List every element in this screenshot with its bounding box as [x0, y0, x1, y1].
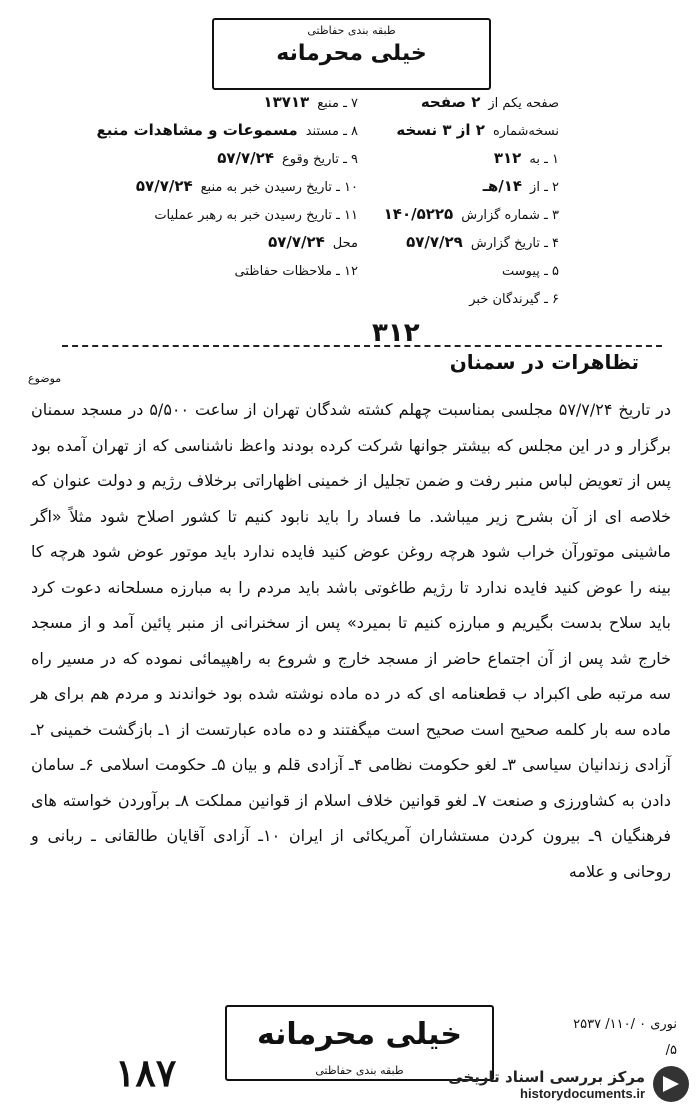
subject-title: تظاهرات در سمنان — [449, 350, 639, 374]
classification-level: خیلی محرمانه — [276, 41, 427, 66]
handwritten-page-number: ۱۸۷ — [115, 1050, 177, 1095]
header-field: ۷ ـ منبع۱۳۷۱۳ — [263, 93, 358, 111]
footer-line: ۵/ — [665, 1043, 677, 1058]
header-field: ۵ ـ پیوست — [502, 264, 559, 279]
classification-caption: طبقه بندی حفاظتی — [315, 1064, 404, 1077]
watermark-url: historydocuments.ir — [520, 1085, 645, 1101]
header-fields-left — [28, 88, 358, 284]
header-field: ۱۰ ـ تاریخ رسیدن خبر به منبع۵۷/۷/۲۴ — [135, 177, 358, 195]
subject-label: موضوع — [28, 372, 62, 385]
header-field: ۸ ـ مستندمسموعات و مشاهدات منبع — [96, 121, 358, 139]
header-field: ۲ ـ از۱۴/هـ — [482, 177, 559, 195]
header-field: صفحه یکم از۲ صفحه — [420, 93, 559, 111]
classification-caption: طبقه بندی حفاظتی — [307, 24, 396, 37]
report-body — [31, 392, 671, 889]
header-field: ۶ ـ گیرندگان خبر — [469, 292, 559, 307]
classification-stamp-top — [212, 18, 491, 90]
header-field: ۳ ـ شماره گزارش۱۴۰/۵۲۲۵ — [383, 205, 559, 223]
divider-line — [62, 345, 662, 347]
watermark-name: مرکز بررسی اسناد تاریخی — [448, 1067, 645, 1086]
archive-logo-icon — [651, 1064, 691, 1104]
header-field: محل۵۷/۷/۲۴ — [268, 233, 358, 251]
classification-level: خیلی محرمانه — [256, 1017, 463, 1052]
header-field: ۱ ـ به۳۱۲ — [493, 149, 559, 167]
header-field: نسخه‌شماره۲ از ۳ نسخه — [396, 121, 559, 139]
header-field: ۱۱ ـ تاریخ رسیدن خبر به رهبر عملیات — [154, 208, 358, 223]
footer-line: نوری ۰ /۱۱۰/ ۲۵۳۷ — [573, 1017, 677, 1032]
header-field: ۴ ـ تاریخ گزارش۵۷/۷/۲۹ — [406, 233, 559, 251]
header-field: ۹ ـ تاریخ وقوع۵۷/۷/۲۴ — [217, 149, 358, 167]
footer-notes — [487, 1012, 677, 1064]
header-field: ۱۲ ـ ملاحظات حفاظتی — [234, 264, 358, 279]
handwritten-number: ۳۱۲ — [372, 318, 420, 348]
report-body-text: در تاریخ ۵۷/۷/۲۴ مجلسی بمناسبت چهلم کشته شدگان تهران از ساعت ۵/۵۰۰ در مسجد سمنان برگزار و در این مجلس که بیشتر جوانها شرکت کرده بودند واعظ ناشناسی که از تهران آمده بود پس از تعویض لباس منبر رفت و ضمن تجلیل از خمینی اظهاراتی برخلاف رژیم و دولت عنوان که خلاصه ای از آن بشرح زیر میباشد. ما فساد را باید نابود کنیم تا کشور اصلاح شود مثلاً «اگر ماشینی موتورآن خراب شود هرچه روغن عوض کنید فایده ندارد باید موتور عوض شود هرچه کا بینه را عوض کنید فایده ندارد تا رژیم طاغوتی باشد باید مردم را به مبارزه مسلحانه دعوت کرد باید سلاح بدست بگیریم و مبارزه کنیم تا بمیرد» پس از سخنرانی از منبر پائین آمد و از مسجد خارج شد پس از آن اجتماع حاضر از مسجد خارج و شروع به راهپیمائی نموده که در مسیر راه سه مرتبه طی اکبراد ب قطعنامه ای که در ده ماده نوشته شده بود خواندند و مردم هم برای هر ماده سه بار کلمه صحیح است صحیح است میگفتند و ده ماده عبارتست از ۱ـ بازگشت خمینی ۲ـ آزادی زندانیان سیاسی ۳ـ لغو حکومت نظامی ۴ـ آزادی قلم و بیان ۵ـ حکومت اسلامی ۶ـ سامان دادن به کشاورزی و صنعت ۷ـ لغو قوانین خلاف اسلام از قوانین مملکت ۸ـ برآوردن خواسته های فرهنگیان ۹ـ بیرون کردن مستشاران آمریکائی از ایران ۱۰ـ آزادی آقایان طالقانی ـ ربانی و روحانی و علامه — [31, 400, 672, 881]
archive-watermark — [421, 1061, 691, 1107]
